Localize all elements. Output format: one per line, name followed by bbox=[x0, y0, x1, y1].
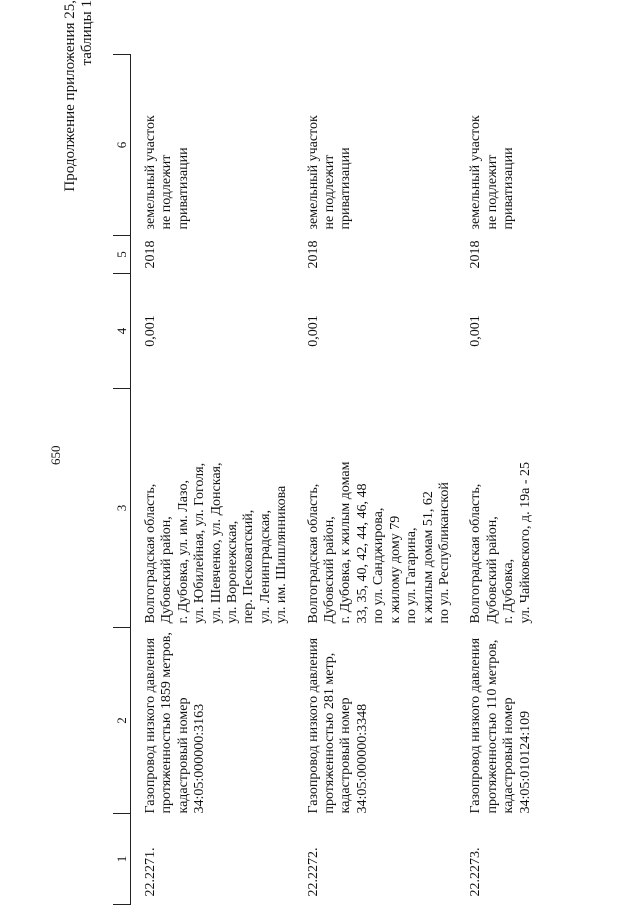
note-text-line: приватизации bbox=[175, 147, 191, 230]
object-description-line: кадастровый номер bbox=[338, 697, 354, 814]
object-address-line: г. Дубовка, к жилым домам bbox=[338, 461, 354, 624]
object-address-line: по ул. Республиканской bbox=[436, 482, 452, 624]
object-address-line: Дубовский район, bbox=[484, 516, 500, 624]
object-address-line: г. Дубовка, bbox=[501, 558, 517, 624]
object-description-line: протяженностью 1859 метров, bbox=[159, 632, 175, 814]
year-value: 2018 bbox=[143, 240, 158, 269]
object-address-line: по ул. Санджирова, bbox=[371, 507, 387, 624]
object-address bbox=[131, 389, 291, 628]
object-address bbox=[453, 389, 534, 628]
continuation-line-1: Продолжение приложения 25, bbox=[62, 0, 78, 192]
area-value: 0,001 bbox=[468, 315, 484, 347]
header-col-2: 2 bbox=[113, 628, 131, 814]
object-description bbox=[291, 628, 454, 814]
object-address-line: пер. Песковатский, bbox=[241, 509, 257, 624]
object-description-line: Газопровод низкого давления bbox=[468, 637, 484, 814]
object-description-line: 34:05:010124:109 bbox=[517, 710, 533, 814]
object-description-line: 34:05:000000:3348 bbox=[354, 703, 370, 814]
note-text-line: не подлежит bbox=[484, 154, 500, 230]
note-text bbox=[453, 55, 534, 236]
object-address-line: г. Дубовка, ул. им. Лазо, bbox=[175, 480, 191, 624]
object-address bbox=[291, 389, 454, 628]
object-address-line: ул. Воронежская, bbox=[225, 520, 241, 624]
year-value: 2018 bbox=[305, 240, 321, 269]
note-text-line: земельный участок bbox=[468, 115, 484, 230]
page-number: 650 bbox=[48, 445, 63, 465]
header-col-5: 5 bbox=[113, 236, 131, 274]
object-description-line: протяженностью 110 метров, bbox=[484, 639, 500, 814]
area-value: 0,001 bbox=[143, 315, 158, 347]
object-address-line: по ул. Гагарина, bbox=[404, 527, 420, 624]
object-description-line: Газопровод низкого давления bbox=[143, 637, 158, 814]
object-description bbox=[131, 628, 291, 814]
object-address-line: Дубовский район, bbox=[159, 516, 175, 624]
continuation-line-2: таблицы 1 bbox=[79, 0, 95, 66]
row-number: 22.2272. bbox=[305, 847, 321, 897]
note-text bbox=[291, 55, 454, 236]
table-row bbox=[453, 55, 534, 905]
object-address-line: ул. Юбилейная, ул. Гоголя, bbox=[192, 462, 208, 624]
object-address-line: ул. Шевченко, ул. Донская, bbox=[208, 462, 224, 624]
object-address-line: к жилым домам 51, 62 bbox=[420, 491, 436, 624]
year-value: 2018 bbox=[468, 240, 484, 269]
data-table bbox=[113, 54, 534, 905]
header-col-1: 1 bbox=[113, 814, 131, 905]
object-address-line: к жилому дому 79 bbox=[387, 515, 403, 624]
object-address-line: Дубовский район, bbox=[322, 516, 338, 624]
row-number: 22.2271. bbox=[143, 847, 158, 897]
header-col-6: 6 bbox=[113, 55, 131, 236]
note-text-line: приватизации bbox=[338, 147, 354, 230]
object-description bbox=[453, 628, 534, 814]
header-col-4: 4 bbox=[113, 274, 131, 389]
continuation-heading bbox=[62, 0, 96, 260]
object-description-line: протяженностью 281 метр, bbox=[322, 652, 338, 814]
table-row bbox=[131, 55, 291, 905]
note-text-line: не подлежит bbox=[159, 154, 175, 230]
object-description-line: Газопровод низкого давления bbox=[305, 637, 321, 814]
object-address-line: ул. им. Шишлянникова bbox=[274, 485, 290, 624]
note-text-line: приватизации bbox=[501, 147, 517, 230]
object-address-line: Волгоградская область, bbox=[143, 483, 158, 624]
table-row bbox=[291, 55, 454, 905]
object-description-line: кадастровый номер bbox=[175, 697, 191, 814]
area-value: 0,001 bbox=[305, 315, 321, 347]
table-header-row bbox=[113, 55, 131, 905]
note-text-line: не подлежит bbox=[322, 154, 338, 230]
object-address-line: Волгоградская область, bbox=[468, 483, 484, 624]
object-description-line: кадастровый номер bbox=[501, 697, 517, 814]
note-text-line: земельный участок bbox=[143, 115, 158, 230]
object-address-line: ул. Ленинградская, bbox=[257, 510, 273, 624]
row-number: 22.2273. bbox=[468, 847, 484, 897]
object-address-line: Волгоградская область, bbox=[305, 483, 321, 624]
object-address-line: ул. Чайковского, д. 19а - 25 bbox=[517, 462, 533, 624]
object-description-line: 34:05:000000:3163 bbox=[192, 703, 208, 814]
note-text bbox=[131, 55, 291, 236]
note-text-line: земельный участок bbox=[305, 115, 321, 230]
header-col-3: 3 bbox=[113, 389, 131, 628]
object-address-line: 33, 35, 40, 42, 44, 46, 48 bbox=[354, 483, 370, 624]
